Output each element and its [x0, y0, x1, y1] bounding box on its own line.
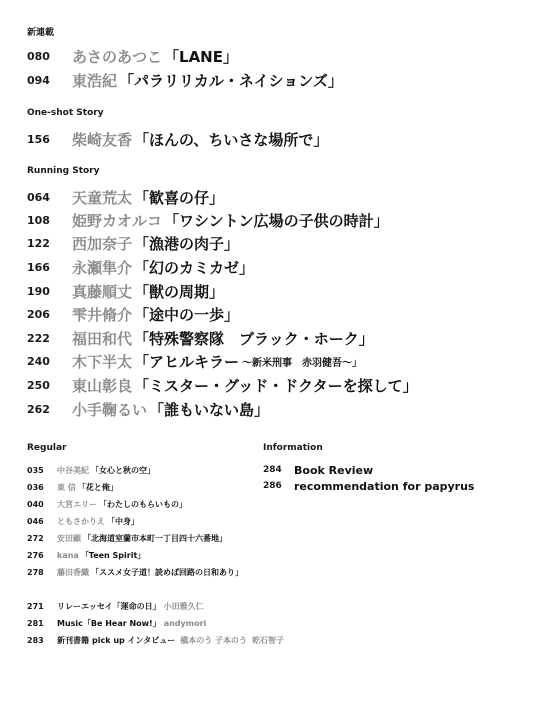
author-name: 木下半太 [72, 352, 133, 371]
author-name: 藤田香織 [57, 567, 89, 577]
info-title: Book Review [294, 463, 374, 477]
feature-subtitle: pick up インタビュー [92, 635, 176, 645]
author-name: 安田顕 [57, 533, 81, 543]
toc-entry[interactable] [27, 45, 238, 67]
author-name: 東山彰良 [72, 376, 133, 395]
toc-entry[interactable] [27, 232, 239, 254]
author-name: 真藤順丈 [72, 282, 133, 301]
toc-entry[interactable] [27, 374, 418, 396]
story-title: 「わたしのもらいもの」 [99, 499, 187, 509]
feature-title: Music「Be Hear Now!」 [57, 618, 161, 628]
story-title: 「LANE」 [164, 47, 238, 66]
story-title: 「北海道室蘭市本町一丁目四十六番地」 [83, 533, 227, 543]
author-name: 姫野カオルコ [72, 211, 163, 230]
toc-entry[interactable] [27, 480, 118, 494]
toc-entry[interactable] [27, 128, 328, 150]
page-number: 156 [27, 132, 50, 146]
author-name: 天童荒太 [72, 188, 133, 207]
page-number: 284 [263, 465, 282, 475]
toc-entry[interactable] [27, 350, 362, 372]
page-number: 283 [27, 635, 44, 645]
author-name: kana [57, 550, 79, 560]
page-number: 272 [27, 533, 44, 543]
author-name: 大宮エリー [57, 499, 97, 509]
page-number: 286 [263, 481, 282, 491]
page-number: 046 [27, 516, 44, 526]
story-title: 「特殊警察隊 ブラック・ホーク」 [134, 329, 374, 348]
story-title: 「ほんの、ちいさな場所で」 [134, 130, 329, 149]
author-name: 小手鞠るい [72, 400, 148, 419]
toc-entry[interactable] [27, 616, 206, 630]
author-name: 雫井脩介 [72, 305, 133, 324]
section-header-new-series: 新連載 [27, 28, 55, 38]
page-number: 206 [27, 307, 50, 321]
author-name: 乾石智子 [252, 635, 284, 645]
toc-entry[interactable] [27, 514, 139, 528]
story-subtitle: ～新米刑事 赤羽健吾～」 [242, 357, 363, 369]
story-title: 「獣の周期」 [134, 282, 225, 301]
page-number: 122 [27, 236, 50, 250]
page-number: 276 [27, 550, 44, 560]
author-name: 東 信 [57, 482, 76, 492]
author-name: 槇本のう 子本のう [180, 635, 247, 645]
story-title: 「Teen Spirit」 [80, 550, 146, 560]
toc-entry[interactable] [27, 303, 239, 325]
page-number: 262 [27, 402, 50, 416]
toc-entry[interactable] [27, 463, 155, 477]
toc-entry[interactable] [27, 69, 343, 91]
page-number: 190 [27, 284, 50, 298]
author-name: あさのあつこ [72, 47, 163, 66]
story-title: 「誰もいない島」 [149, 400, 270, 419]
author-name: ともさかりえ [57, 516, 105, 526]
info-title: recommendation for papyrus [294, 479, 475, 493]
section-header-information: Information [263, 443, 323, 453]
toc-entry[interactable] [27, 599, 204, 613]
feature-title: リレーエッセイ「運命の日」 [57, 601, 161, 611]
toc-entry[interactable] [27, 209, 389, 231]
page-number: 271 [27, 601, 44, 611]
author-name: 小田雅久仁 [163, 601, 204, 611]
section-header-regular: Regular [27, 443, 67, 453]
toc-entry[interactable] [263, 462, 373, 478]
story-title: 「アヒルキラー [134, 352, 240, 371]
page-number: 094 [27, 73, 50, 87]
toc-entry[interactable] [27, 327, 374, 349]
toc-entry[interactable] [27, 633, 284, 647]
story-title: 「パラリリカル・ネイションズ」 [119, 71, 343, 90]
page-number: 281 [27, 618, 44, 628]
author-name: 柴崎友香 [72, 130, 133, 149]
feature-title: 新刊書籍 [57, 635, 89, 645]
section-header-one-shot: One-shot Story [27, 108, 104, 118]
story-title: 「漁港の肉子」 [134, 234, 240, 253]
story-title: 「途中の一歩」 [134, 305, 240, 324]
toc-entry[interactable] [27, 497, 187, 511]
page-number: 080 [27, 49, 50, 63]
page-number: 250 [27, 378, 50, 392]
page-number: 108 [27, 213, 50, 227]
toc-entry[interactable] [27, 280, 224, 302]
author-name: 中谷美紀 [57, 465, 89, 475]
page-number: 222 [27, 331, 50, 345]
toc-entry[interactable] [27, 531, 227, 545]
toc-entry[interactable] [27, 256, 254, 278]
page-number: 278 [27, 567, 44, 577]
page-number: 166 [27, 260, 50, 274]
toc-entry[interactable] [27, 548, 145, 562]
toc-entry[interactable] [27, 398, 269, 420]
page-number: 036 [27, 482, 44, 492]
artist-name: andymori [163, 618, 207, 628]
section-header-running: Running Story [27, 166, 100, 176]
story-title: 「ミスター・グッド・ドクターを探して」 [134, 376, 418, 395]
story-title: 「ススメ女子道！読めば回路の日和あり」 [91, 567, 243, 577]
story-title: 「花と俺」 [77, 482, 118, 492]
author-name: 永瀬隼介 [72, 258, 133, 277]
story-title: 「ワシントン広場の子供の時計」 [164, 211, 389, 230]
page-number: 035 [27, 465, 44, 475]
story-title: 「中身」 [107, 516, 139, 526]
author-name: 西加奈子 [72, 234, 133, 253]
toc-entry[interactable] [27, 186, 224, 208]
page-number: 064 [27, 190, 50, 204]
toc-entry[interactable] [263, 478, 474, 494]
story-title: 「幻のカミカゼ」 [134, 258, 255, 277]
page-number: 240 [27, 354, 50, 368]
story-title: 「女心と秋の空」 [91, 465, 155, 475]
author-name: 福田和代 [72, 329, 133, 348]
author-name: 東浩紀 [72, 71, 118, 90]
story-title: 「歓喜の仔」 [134, 188, 225, 207]
toc-entry[interactable] [27, 565, 243, 579]
page-number: 040 [27, 499, 44, 509]
